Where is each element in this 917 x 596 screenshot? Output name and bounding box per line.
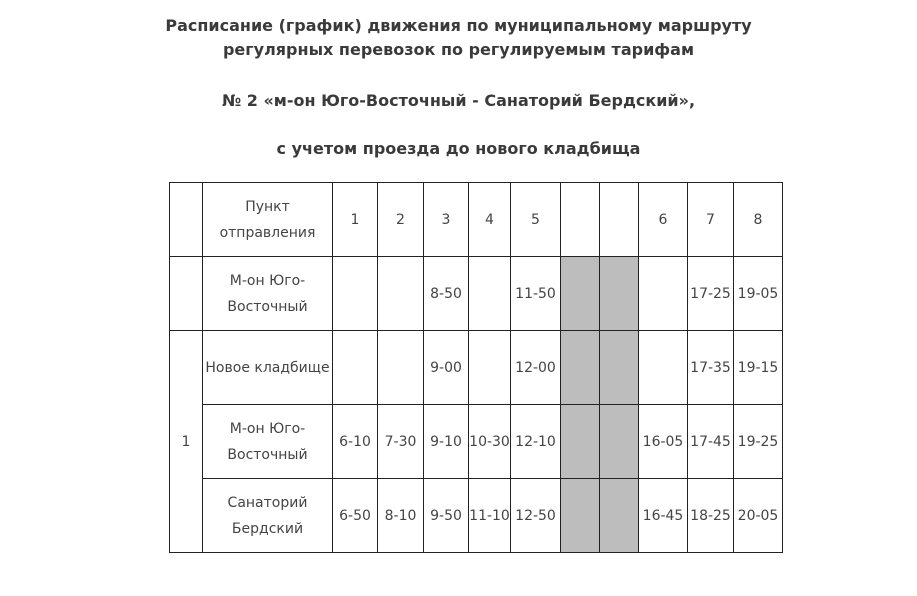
table-row (170, 479, 783, 553)
time-cell: 17-45 (688, 405, 734, 479)
gray-time-cell (600, 479, 639, 553)
header-trip-cell: 8 (734, 183, 783, 257)
time-cell: 6-50 (333, 479, 378, 553)
time-cell: 7-30 (378, 405, 424, 479)
gray-time-cell (561, 257, 600, 331)
time-cell: 12-50 (511, 479, 561, 553)
schedule-title (0, 14, 917, 62)
table-row (170, 331, 783, 405)
time-cell: 8-10 (378, 479, 424, 553)
time-cell: 12-00 (511, 331, 561, 405)
time-cell: 19-05 (734, 257, 783, 331)
block-number-cell (170, 257, 203, 331)
time-cell (469, 257, 511, 331)
header-trip-cell: 6 (639, 183, 688, 257)
time-cell: 11-50 (511, 257, 561, 331)
time-cell: 19-15 (734, 331, 783, 405)
stop-name-cell: Санаторий Бердский (203, 479, 333, 553)
time-cell: 10-30 (469, 405, 511, 479)
time-cell: 16-45 (639, 479, 688, 553)
header-trip-cell: 1 (333, 183, 378, 257)
header-trip-cell: 2 (378, 183, 424, 257)
header-trip-cell (600, 183, 639, 257)
gray-time-cell (600, 257, 639, 331)
header-trip-cell: 3 (424, 183, 469, 257)
time-cell (639, 331, 688, 405)
table-row (170, 405, 783, 479)
time-cell: 17-25 (688, 257, 734, 331)
block-number-cell: 1 (170, 331, 203, 553)
header-trip-cell: 7 (688, 183, 734, 257)
header-row (170, 183, 783, 257)
stop-name-cell: М-он Юго-Восточный (203, 405, 333, 479)
table-row (170, 257, 783, 331)
schedule-table (169, 182, 783, 553)
time-cell (378, 331, 424, 405)
gray-time-cell (600, 405, 639, 479)
stop-name-cell: М-он Юго-Восточный (203, 257, 333, 331)
time-cell (333, 257, 378, 331)
time-cell: 17-35 (688, 331, 734, 405)
gray-time-cell (561, 405, 600, 479)
route-name: № 2 «м-он Юго-Восточный - Санаторий Бердский», (221, 91, 696, 110)
time-cell: 6-10 (333, 405, 378, 479)
time-cell: 20-05 (734, 479, 783, 553)
time-cell: 9-50 (424, 479, 469, 553)
time-cell: 19-25 (734, 405, 783, 479)
time-cell: 12-10 (511, 405, 561, 479)
time-cell (378, 257, 424, 331)
gray-time-cell (600, 331, 639, 405)
header-trip-cell (561, 183, 600, 257)
gray-time-cell (561, 479, 600, 553)
time-cell: 9-10 (424, 405, 469, 479)
title-line-1: Расписание (график) движения по муниципальному маршруту (165, 16, 752, 35)
header-trip-cell: 5 (511, 183, 561, 257)
route-note: с учетом проезда до нового кладбища (276, 139, 641, 158)
header-number-cell (170, 183, 203, 257)
time-cell: 8-50 (424, 257, 469, 331)
time-cell: 9-00 (424, 331, 469, 405)
header-point-cell: Пункт отправления (203, 183, 333, 257)
title-line-2: регулярных перевозок по регулируемым тарифам (222, 40, 695, 59)
time-cell (469, 331, 511, 405)
time-cell: 16-05 (639, 405, 688, 479)
time-cell (333, 331, 378, 405)
header-trip-cell: 4 (469, 183, 511, 257)
time-cell (639, 257, 688, 331)
time-cell: 11-10 (469, 479, 511, 553)
gray-time-cell (561, 331, 600, 405)
stop-name-cell: Новое кладбище (203, 331, 333, 405)
time-cell: 18-25 (688, 479, 734, 553)
